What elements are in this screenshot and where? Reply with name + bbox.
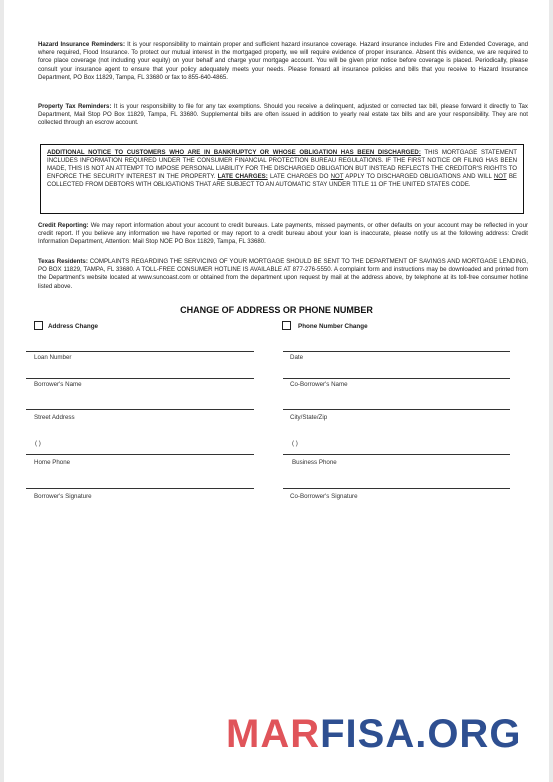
co-borrower-signature-field[interactable]	[283, 488, 510, 489]
co-borrower-name-field[interactable]	[283, 378, 510, 379]
notice-text-3: APPLY TO DISCHARGED OBLIGATIONS AND WILL	[343, 173, 494, 181]
borrower-signature-field[interactable]	[26, 488, 254, 489]
city-state-zip-field[interactable]	[283, 409, 510, 410]
borrower-name-label: Borrower's Name	[34, 381, 82, 388]
borrower-signature-label: Borrower's Signature	[34, 493, 92, 500]
tax-heading: Property Tax Reminders:	[38, 103, 112, 110]
business-phone-label: Business Phone	[292, 459, 337, 466]
logo-part-1: MAR	[226, 712, 321, 756]
notice-text-1: THIS MORTGAGE STATEMENT INCLUDES INFORMATION REQUIRED UNDER THE CONSUMER FINANCIAL PROTECTION BUREAU REGULATIONS. IF THE FIRST NOTICE OR FILING HAS BEEN MADE, THIS IS NOT AN ATTEMPT TO IMPOSE PERSONAL LIABILITY FOR THE DISCHARGED OBLIGATION BUT INSTEAD REFLECTS THE CREDITOR'S RIGHTS TO ENFORCE THE SECURITY INTEREST IN THE PROPERTY.	[47, 149, 517, 181]
business-phone-field[interactable]	[283, 454, 510, 455]
phone-change-checkbox[interactable]	[282, 321, 291, 330]
phone-change-label: Phone Number Change	[298, 323, 368, 330]
late-charges-heading: LATE CHARGES:	[217, 173, 268, 181]
hazard-insurance-paragraph	[38, 41, 528, 82]
credit-text: We may report information about your account to credit bureaus. Late payments, missed payments, or other defaults on your account may be reflected in your credit report. If you believe any information we have reported or may report to a credit bureau about your loan is inaccurate, please notify us at the following address: Credit Information Department, Attention: Mail Stop NOE PO Box 11829, Tampa, FL 33680.	[38, 222, 528, 246]
borrower-name-field[interactable]	[26, 378, 254, 379]
home-phone-field[interactable]	[26, 454, 254, 455]
credit-heading: Credit Reporting:	[38, 222, 89, 229]
street-address-label: Street Address	[34, 414, 75, 421]
notice-heading: ADDITIONAL NOTICE TO CUSTOMERS WHO ARE IN BANKRUPTCY OR WHOSE OBLIGATION HAS BEEN DISCHARGED:	[47, 149, 421, 156]
notice-not-1: NOT	[330, 173, 344, 181]
texas-residents-paragraph	[38, 258, 528, 291]
notice-text-4: BE COLLECTED FROM DEBTORS WITH OBLIGATIONS THAT ARE SUBJECT TO AN AUTOMATIC STAY UNDER TITLE 11 OF THE UNITED STATES CODE.	[47, 173, 517, 189]
logo-part-2: FISA.ORG	[320, 712, 522, 756]
marfisa-logo	[226, 712, 521, 757]
credit-reporting-paragraph	[38, 222, 528, 247]
notice-text-2: LATE CHARGES DO	[267, 173, 331, 181]
street-address-field[interactable]	[26, 409, 254, 410]
city-state-zip-label: City/State/Zip	[290, 414, 328, 421]
address-change-checkbox[interactable]	[34, 321, 43, 330]
loan-number-label: Loan Number	[34, 354, 72, 361]
texas-text: COMPLAINTS REGARDING THE SERVICING OF YOUR MORTGAGE SHOULD BE SENT TO THE DEPARTMENT OF SAVINGS AND MORTGAGE LENDING, PO BOX 11829, TAMPA, FL 33680. A TOLL-FREE CONSUMER HOTLINE IS AVAILABLE AT 877-276-5550. A complaint form and instructions may be downloaded and printed from the Department's website located at www.suncoast.com or obtained from the department upon request by mail at the address above, by telephone at its toll-free consumer hotline listed above.	[38, 258, 528, 290]
bankruptcy-notice-box	[40, 144, 524, 214]
date-label: Date	[290, 354, 304, 361]
notice-not-2: NOT	[493, 173, 507, 181]
tax-text: It is your responsibility to file for any tax exemptions. Should you receive a delinquent, adjusted or corrected tax bill, please forward it directly to Tax Department, Mail Stop PO Box 11829, Tampa, FL 33680. Supplemental bills are often issued in addition to yearly real estate tax bills and are your responsibility. They are not collected through an escrow account.	[38, 103, 528, 127]
co-borrower-name-label: Co-Borrower's Name	[290, 381, 348, 388]
business-phone-area-code: ( )	[292, 440, 298, 447]
home-phone-label: Home Phone	[34, 459, 71, 466]
address-change-label: Address Change	[48, 323, 99, 330]
hazard-text: It is your responsibility to maintain proper and sufficient hazard insurance coverage. Hazard insurance includes Fire and Extended Coverage, and where required, Flood Insurance. To protect our mutual interest in the mortgaged property, we will require evidence of proper insurance. Absent this evidence, we are required to force place coverage (not including your equity) on your behalf and charge your mortgage account. You will be given prior notice before coverage is placed. Periodically, please consult your insurance agent to ensure that your policy adequately meets your needs. Please forward all insurance policies and bills that you receive to Hazard Insurance Department, PO Box 11829, Tampa, FL 33680 or fax to 855-640-4865.	[38, 41, 528, 81]
loan-number-field[interactable]	[26, 351, 254, 352]
property-tax-paragraph	[38, 103, 528, 128]
date-field[interactable]	[283, 351, 510, 352]
texas-heading: Texas Residents:	[38, 258, 88, 265]
hazard-heading: Hazard Insurance Reminders:	[38, 41, 125, 48]
home-phone-area-code: ( )	[35, 440, 41, 447]
form-title: CHANGE OF ADDRESS OR PHONE NUMBER	[180, 305, 373, 315]
co-borrower-signature-label: Co-Borrower's Signature	[290, 493, 358, 500]
document-page	[4, 0, 549, 782]
